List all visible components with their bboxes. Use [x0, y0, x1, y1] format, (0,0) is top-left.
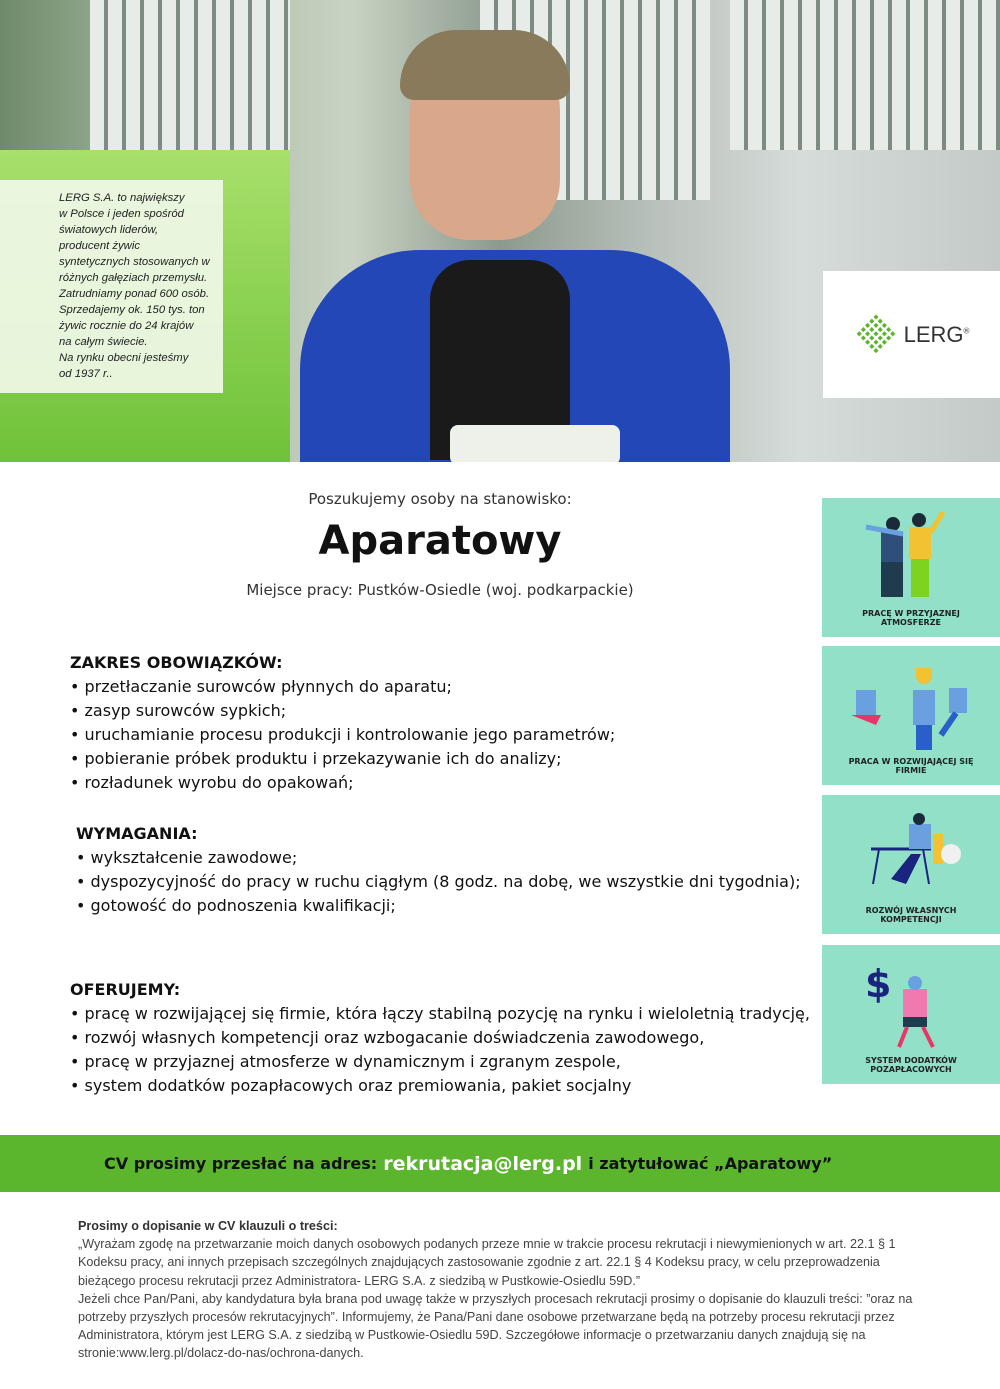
worker-photo [300, 20, 730, 462]
list-item: • przetłaczanie surowców płynnych do aparatu; [70, 677, 452, 696]
tile-label: KOMPETENCJI [880, 915, 942, 924]
clause-line: potrzeby przyszłych procesów rekrutacyjnych”. Informujemy, że Pana/Pani dane osobowe przetwarzane będą na potrzeby procesu rekrutacji przez [78, 1310, 895, 1325]
dollar-illustration-icon [851, 959, 971, 1049]
clause-line: stronie:www.lerg.pl/dolacz-do-nas/ochrona-danych. [78, 1346, 364, 1361]
about-line: od 1937 r.. [59, 368, 113, 380]
section-heading: ZAKRES OBOWIĄZKÓW: [70, 653, 283, 672]
tile-label: PRACA W ROZWIJAJĄCEJ SIĘ [848, 757, 974, 766]
list-item: • dyspozycyjność do pracy w ruchu ciągłym (8 godz. na dobę, we wszystkie dni tygodnia); [76, 872, 801, 891]
job-title: Aparatowy [318, 518, 562, 564]
clause-line: Kodeksu pracy, ani innych przepisach szczególnych znajdujących zastosowanie zgodnie z art. 22.1 § 4 Kodeksu pracy, w celu przeprowadzenia [78, 1255, 880, 1270]
about-line: światowych liderów, [59, 224, 159, 236]
logo-text: LERG [903, 321, 964, 347]
work-location: Miejsce pracy: Pustków-Osiedle (woj. podkarpackie) [246, 581, 634, 599]
friends-illustration-icon [851, 512, 971, 602]
list-item: • rozładunek wyrobu do opakowań; [70, 773, 354, 792]
lerg-diamond-icon [854, 313, 898, 357]
section-heading: OFERUJEMY: [70, 980, 181, 999]
list-item: • pracę w rozwijającej się firmie, która łączy stabilną pozycję na rynku i wieloletnią tradycję, [70, 1004, 810, 1023]
about-line: producent żywic [59, 240, 140, 252]
trophy-team-illustration-icon [851, 660, 971, 750]
benefit-tile-growing-company [822, 646, 1000, 785]
list-item: • pracę w przyjaznej atmosferze w dynamicznym i zgranym zespole, [70, 1052, 621, 1071]
benefit-tile-atmosphere [822, 498, 1000, 637]
about-line: LERG S.A. to największy [59, 192, 185, 204]
about-line: Zatrudniamy ponad 600 osób. [59, 288, 210, 300]
about-line: Sprzedajemy ok. 150 tys. ton [59, 304, 205, 316]
tile-label: ATMOSFERZE [881, 618, 941, 627]
subtitle: Poszukujemy osoby na stanowisko: [308, 490, 572, 508]
benefit-tile-competences [822, 795, 1000, 934]
clause-line: bieżącego procesu rekrutacji przez Administratora- LERG S.A. z siedzibą w Pustkowie-Osiedlu 59D.” [78, 1273, 641, 1288]
svg-text:$: $ [865, 962, 892, 1006]
offer-section [70, 978, 810, 1098]
gdpr-clause [78, 1217, 978, 1363]
about-line: syntetycznych stosowanych w [59, 256, 210, 268]
email-link[interactable]: rekrutacja@lerg.pl [383, 1152, 583, 1175]
cta-text: i zatytułować „Aparatowy” [588, 1154, 833, 1173]
requirements-section [76, 822, 801, 918]
tile-label: PRACĘ W PRZYJAZNEJ [862, 609, 960, 618]
desk-worker-illustration-icon [851, 809, 971, 899]
list-item: • gotowość do podnoszenia kwalifikacji; [76, 896, 396, 915]
section-heading: WYMAGANIA: [76, 824, 198, 843]
list-item: • uruchamianie procesu produkcji i kontrolowanie jego parametrów; [70, 725, 616, 744]
tile-label: FIRMIE [895, 766, 927, 775]
tile-label: ROZWÓJ WŁASNYCH [865, 906, 957, 915]
about-line: żywic rocznie do 24 krajów [59, 320, 194, 332]
list-item: • rozwój własnych kompetencji oraz wzbogacanie doświadczenia zawodowego, [70, 1028, 705, 1047]
about-line: w Polsce i jeden spośród [59, 208, 184, 220]
tile-label: SYSTEM DODATKÓW [865, 1056, 957, 1065]
apply-banner [0, 1135, 1000, 1192]
clause-heading: Prosimy o dopisanie w CV klauzuli o treści: [78, 1219, 338, 1233]
about-line: różnych gałęziach przemysłu. [59, 272, 208, 284]
logo-registered: ® [963, 326, 970, 336]
about-line: na całym świecie. [59, 336, 148, 348]
lerg-logo [823, 271, 1000, 398]
clause-line: Jeżeli chce Pan/Pani, aby kandydatura była brana pod uwagę także w przyszłych procesach rekrutacji prosimy o dopisanie do klauzuli treści: ”oraz na [78, 1291, 913, 1306]
list-item: • wykształcenie zawodowe; [76, 848, 298, 867]
about-line: Na rynku obecni jesteśmy [59, 352, 189, 364]
list-item: • zasyp surowców sypkich; [70, 701, 287, 720]
clause-line: „Wyrażam zgodę na przetwarzanie moich danych osobowych podanych przeze mnie w trakcie procesu rekrutacji i niewymienionych w art. 22.1 § 1 [78, 1237, 896, 1252]
clause-line: Administratora, którym jest LERG S.A. z siedzibą w Pustkowie-Osiedlu 59D. Szczegółowe informacje o przetwarzaniu danych znajdują się na [78, 1328, 866, 1343]
benefit-tile-extra-benefits [822, 945, 1000, 1084]
list-item: • pobieranie próbek produktu i przekazywanie ich do analizy; [70, 749, 562, 768]
tile-label: POZAPŁACOWYCH [870, 1065, 952, 1074]
company-about-box [0, 180, 223, 393]
list-item: • system dodatków pozapłacowych oraz premiowania, pakiet socjalny [70, 1076, 632, 1095]
cta-text: CV prosimy przesłać na adres: [104, 1154, 378, 1173]
duties-section [70, 651, 615, 795]
